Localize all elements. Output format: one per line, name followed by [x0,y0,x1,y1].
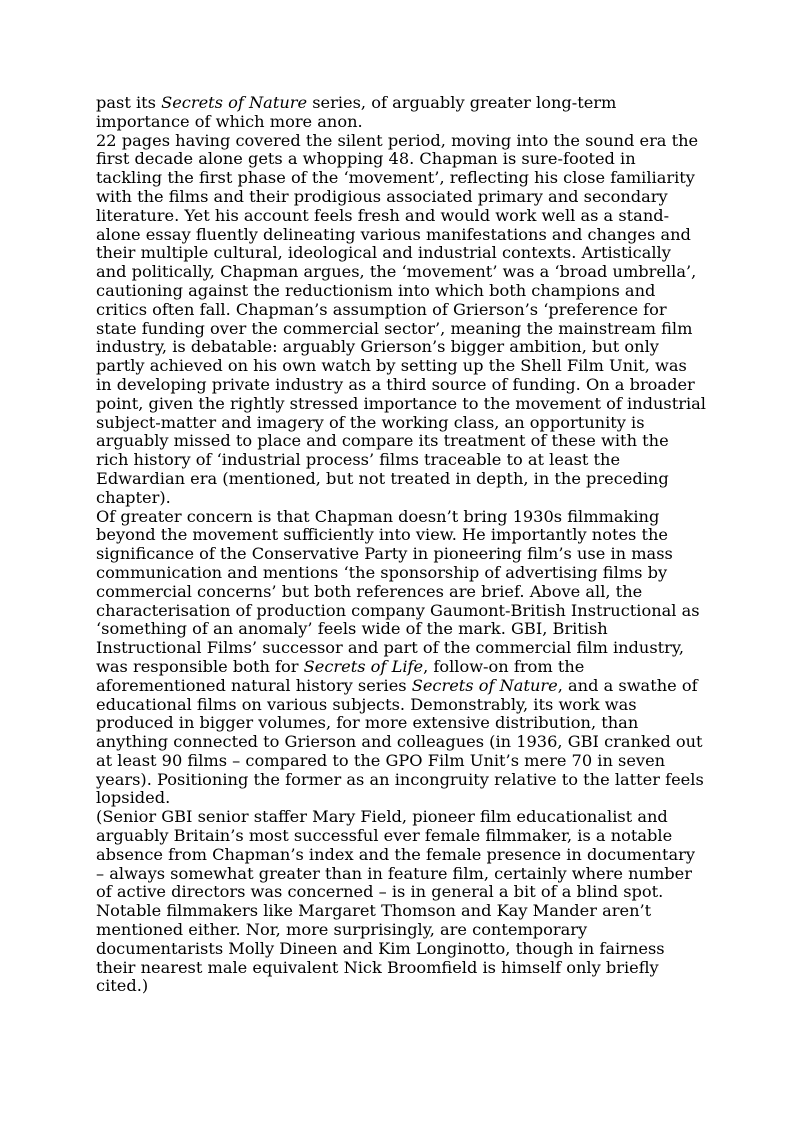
text-run-italic: Secrets of Nature [161,93,308,112]
text-run: 22 pages having covered the silent period, moving into the sound era the first decade alone gets a whopping 48. Chapman is sure-footed in tackling the first phase of the ‘movement’, reflecting his close familiarity with the films and their prodigious associated primary and secondary literature. Yet his account feels fresh and would work well as a stand-alone essay fluently delineating various manifestations and changes and their multiple cultural, ideological and industrial contexts. Artistically and politically, Chapman argues, the ‘movement’ was a ‘broad umbrella’, cautioning against the reductionism into which both champions and critics often fall. Chapman’s assumption of Grierson’s ‘preference for state funding over the commercial sector’, meaning the mainstream film industry, is debatable: arguably Grierson’s bigger ambition, but only partly achieved on his own watch by setting up the Shell Film Unit, was in developing private industry as a third source of funding. On a broader point, given the rightly stressed importance to the movement of industrial subject-matter and imagery of the working class, an opportunity is arguably missed to place and compare its treatment of these with the rich history of ‘industrial process’ films traceable to at least the Edwardian era (mentioned, but not treated in depth, in the preceding chapter). [96,130,706,507]
text-run: Of greater concern is that Chapman doesn’t bring 1930s filmmaking beyond the movement sufficiently into view. He importantly notes the significance of the Conservative Party in pioneering film’s use in mass communication and mentions ‘the sponsorship of advertising films by commercial concerns’ but both references are brief. Above all, the characterisation of production company Gaumont-British Instructional as ‘something of an anomaly’ feels wide of the mark. GBI, British Instructional Films’ successor and part of the commercial film industry, was responsible both for [96,506,700,676]
text-run: , follow-on from the aforementioned natural history series [96,656,585,695]
paragraph [96,508,706,809]
paragraph [96,132,706,508]
text-run: (Senior GBI senior staffer Mary Field, pioneer film educationalist and arguably Britain’s most successful ever female filmmaker, is a notable absence from Chapman’s index and the female presence in documentary – always somewhat greater than in feature film, certainly where number of active directors was concerned – is in general a bit of a blind spot. Notable filmmakers like Margaret Thomson and Kay Mander aren’t mentioned either. Nor, more surprisingly, are contemporary documentarists Molly Dineen and Kim Longinotto, though in fairness their nearest male equivalent Nick Broomfield is himself only briefly cited.) [96,807,695,996]
text-run: past its [96,93,162,112]
text-run-italic: Secrets of Life [303,656,424,676]
paragraph [96,808,706,996]
paragraph [96,94,706,132]
text-run-italic: Secrets of Nature [411,675,558,695]
document-page [96,94,706,996]
text-run: series, of arguably greater long-term importance of which more anon. [96,93,617,131]
text-run: , and a swathe of educational films on various subjects. Demonstrably, its work was produced in bigger volumes, for more extensive distribution, than anything connected to Grierson and colleagues (in 1936, GBI cranked out at least 90 films – compared to the GPO Film Unit’s mere 70 in seven years). Positioning the former as an incongruity relative to the latter feels lopsided. [96,675,704,808]
